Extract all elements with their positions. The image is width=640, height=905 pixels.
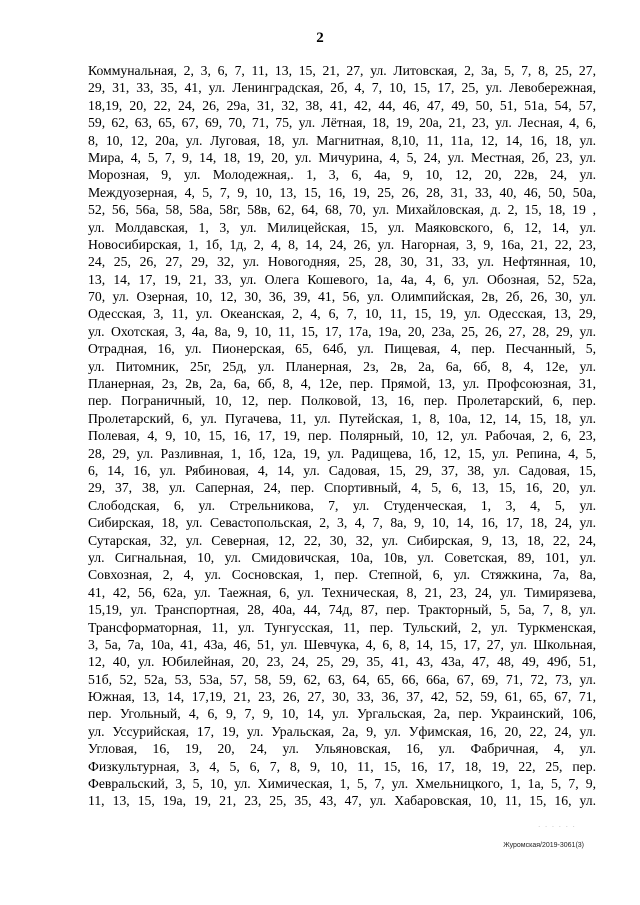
text-line: Коммунальная, 2, 3, 6, 7, 11, 13, 15, 21, 27, ул. Литовская, 2, 3а, 5, 7, 8, 25, 27, <box>88 63 596 78</box>
text-line: 28, 29, ул. Разливная, 1, 1б, 12а, 19, ул. Радищева, 1б, 12, 15, ул. Репина, 4, 5, <box>88 445 596 461</box>
text-line: 24, 25, 26, 27, 29, 32, ул. Новогодняя, 25, 28, 30, 31, 33, ул. Нефтянная, 10, <box>88 254 596 270</box>
text-line: Совхозная, 2, 4, ул. Сосновская, 1, пер. Степной, 6, ул. Стяжкина, 7а, 8а, <box>88 567 596 583</box>
text-line: Полевая, 4, 9, 10, 15, 16, 17, 19, пер. Полярный, 10, 12, ул. Рабочая, 2, 6, 23, <box>88 428 596 444</box>
text-line: 52, 56, 56а, 58, 58а, 58г, 58в, 62, 64, 68, 70, ул. Михайловская, д. 2, 15, 18, 19 , <box>88 202 596 218</box>
text-line: Отрадная, 16, ул. Пионерская, 65, 64б, ул. Пищевая, 4, пер. Песчанный, 5, <box>88 341 596 357</box>
text-line: Морозная, 9, ул. Молодежная,. 1, 3, 6, 4а, 9, 10, 12, 20, 22в, 24, ул. <box>88 167 596 183</box>
text-line: 11, 13, 15, 19а, 19, 21, 23, 25, 35, 43, 47, ул. Хабаровская, 10, 11, 15, 16, ул. <box>88 793 596 809</box>
text-line: пер. Пограничный, 10, 12, пер. Полковой, 13, 16, пер. Пролетарский, 6, пер. <box>88 393 596 409</box>
text-line: 41, 42, 56, 62а, ул. Таежная, 6, ул. Техническая, 8, 21, 23, 24, ул. Тимирязева, <box>88 584 596 600</box>
text-line: Февральский, 3, 5, 10, ул. Химическая, 1, 5, 7, ул. Хмельницкого, 1, 1а, 5, 7, 9, <box>88 776 596 792</box>
address-list-body <box>88 62 596 810</box>
scan-artifact-mark: · · · · · · <box>537 822 576 831</box>
text-line: Сибирская, 18, ул. Севастопольская, 2, 3, 4, 7, 8а, 9, 10, 14, 16, 17, 18, 24, ул. <box>88 515 596 531</box>
text-line: Пролетарский, 6, ул. Пугачева, 11, ул. Путейская, 1, 8, 10а, 12, 14, 15, 18, ул. <box>88 410 596 426</box>
text-line: Слободская, 6, ул. Стрельникова, 7, ул. Студенческая, 1, 3, 4, 5, ул. <box>88 497 596 513</box>
page-number: 2 <box>316 30 324 46</box>
text-line: ул. Молдавская, 1, 3, ул. Милицейская, 15, ул. Маяковского, 6, 12, 14, ул. <box>88 219 596 235</box>
text-line: 29, 37, 38, ул. Саперная, 24, пер. Спортивный, 4, 5, 6, 13, 15, 16, 20, ул. <box>88 480 596 496</box>
text-line: Планерная, 2з, 2в, 2а, 6а, 6б, 8, 4, 12е, пер. Прямой, 13, ул. Профсоюзная, 31, <box>88 376 596 392</box>
text-line: 18,19, 20, 22, 24, 26, 29а, 31, 32, 38, 41, 42, 44, 46, 47, 49, 50, 51, 51а, 54, 57, <box>88 97 596 113</box>
text-line: 51б, 52, 52а, 53, 53а, 57, 58, 59, 62, 63, 64, 65, 66, 66а, 67, 69, 71, 72, 73, ул. <box>88 671 596 687</box>
text-line: Одесская, 3, 11, ул. Океанская, 2, 4, 6, 7, 10, 11, 15, 19, ул. Одесская, 13, 29, <box>88 306 596 322</box>
text-line: 59, 62, 63, 65, 67, 69, 70, 71, 75, ул. Лётная, 18, 19, 20а, 21, 23, ул. Лесная, 4, 6, <box>88 115 596 131</box>
text-line: 3, 5а, 7а, 10а, 41, 43а, 46, 51, ул. Шевчука, 4, 6, 8, 14, 15, 17, 27, ул. Школьная, <box>88 636 596 652</box>
text-line: 70, ул. Озерная, 10, 12, 30, 36, 39, 41, 56, ул. Олимпийская, 2в, 2б, 26, 30, ул. <box>88 289 596 305</box>
text-line: 8, 10, 12, 20а, ул. Луговая, 18, ул. Магнитная, 8,10, 11, 11а, 12, 14, 16, 18, ул. <box>88 132 596 148</box>
text-line: 15,19, ул. Транспортная, 28, 40а, 44, 74д, 87, пер. Тракторный, 5, 5а, 7, 8, ул. <box>88 602 596 618</box>
text-line: 6, 14, 16, ул. Рябиновая, 4, 14, ул. Садовая, 15, 29, 37, 38, ул. Садовая, 15, <box>88 462 596 478</box>
text-line: Южная, 13, 14, 17,19, 21, 23, 26, 27, 30, 33, 36, 37, 42, 52, 59, 61, 65, 67, 71, <box>88 689 596 705</box>
text-line: пер. Угольный, 4, 6, 9, 7, 9, 10, 14, ул. Ургальская, 2а, пер. Украинский, 106, <box>88 706 596 722</box>
text-line: Междуозерная, 4, 5, 7, 9, 10, 13, 15, 16, 19, 25, 26, 28, 31, 33, 40, 46, 50, 50а, <box>88 184 596 200</box>
text-line: ул. Уссурийская, 17, 19, ул. Уральская, 2а, 9, ул. Уфимская, 16, 20, 22, 24, ул. <box>88 723 596 739</box>
text-line: Сутарская, 32, ул. Северная, 12, 22, 30, 32, ул. Сибирская, 9, 13, 18, 22, 24, <box>88 532 596 548</box>
text-line: Новосибирская, 1, 1б, 1д, 2, 4, 8, 14, 24, 26, ул. Нагорная, 3, 9, 16а, 21, 22, 23, <box>88 236 596 252</box>
text-line: Угловая, 16, 19, 20, 24, ул. Ульяновская, 16, ул. Фабричная, 4, ул. <box>88 741 596 757</box>
document-footer-code: Журомская/2019-3061(3) <box>503 842 584 849</box>
text-line: ул. Питомник, 25г, 25д, ул. Планерная, 2з, 2в, 2а, 6а, 6б, 8, 4, 12е, ул. <box>88 358 596 374</box>
text-line: ул. Охотская, 3, 4а, 8а, 9, 10, 11, 15, 17, 17а, 19а, 20, 23а, 25, 26, 27, 28, 29, ул. <box>88 323 596 339</box>
text-line: Физкультурная, 3, 4, 5, 6, 7, 8, 9, 10, 11, 15, 16, 17, 18, 19, 22, 25, пер. <box>88 758 596 774</box>
text-line: 12, 40, ул. Юбилейная, 20, 23, 24, 25, 29, 35, 41, 43, 43а, 47, 48, 49, 49б, 51, <box>88 654 596 670</box>
text-line: 13, 14, 17, 19, 21, 33, ул. Олега Кошевого, 1а, 4а, 4, 6, ул. Обозная, 52, 52а, <box>88 271 596 287</box>
text-line: ул. Сигнальная, 10, ул. Смидовичская, 10а, 10в, ул. Советская, 89, 101, ул. <box>88 549 596 565</box>
text-line: 29, 31, 33, 35, 41, ул. Ленинградская, 2б, 4, 7, 10, 15, 17, 25, ул. Левобережная, <box>88 80 596 96</box>
text-line: Трансформаторная, 11, ул. Тунгусская, 11, пер. Тульский, 2, ул. Туркменская, <box>88 619 596 635</box>
text-line: Мира, 4, 5, 7, 9, 14, 18, 19, 20, ул. Мичурина, 4, 5, 24, ул. Местная, 2б, 23, ул. <box>88 149 596 165</box>
